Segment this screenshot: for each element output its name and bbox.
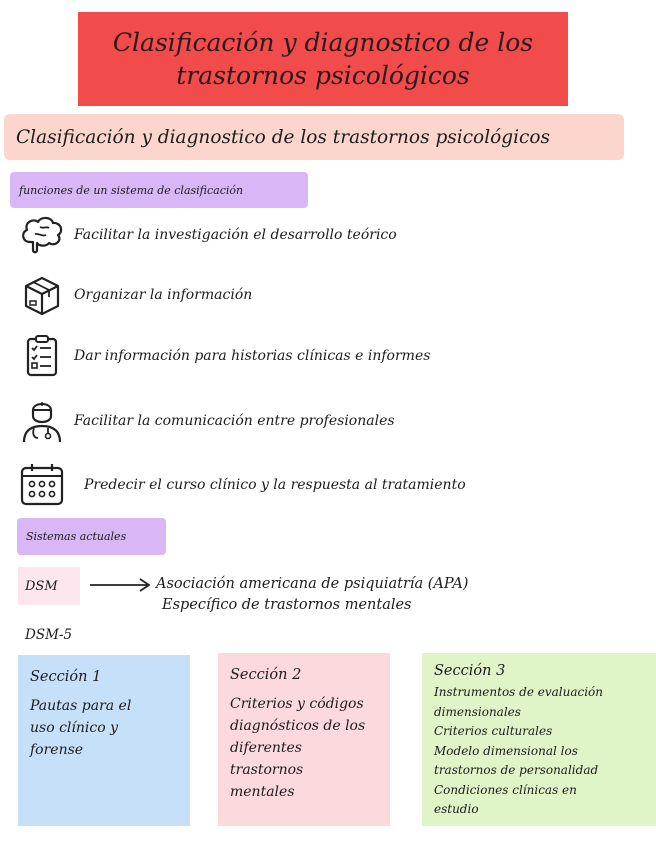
section-line: dimensionales [434, 704, 521, 719]
main-title-box [78, 12, 568, 106]
subtitle-box [4, 114, 624, 160]
section-line: Condiciones clínicas en [434, 782, 577, 797]
function-item-text: Dar información para historias clínicas e informes [74, 348, 431, 364]
section-title: Sección 3 [434, 663, 506, 679]
calendar-icon [18, 462, 66, 508]
function-item [18, 462, 466, 508]
function-item [18, 398, 395, 444]
function-item-text: Facilitar la comunicación entre profesionales [74, 413, 395, 429]
section-title: Sección 2 [230, 667, 302, 683]
section-1-card [18, 655, 190, 826]
section-title: Sección 1 [30, 669, 102, 685]
clipboard-checklist-icon [18, 333, 66, 379]
dsm-description-apa: Asociación americana de psiquiatría (APA) [156, 576, 469, 592]
section-body [434, 683, 644, 820]
section-2-card [218, 653, 390, 826]
section-line: diferentes [230, 740, 302, 756]
dsm-label: DSM [25, 578, 58, 594]
sistemas-tag-text: Sistemas actuales [26, 530, 127, 543]
main-title-line-2: trastornos psicológicos [176, 61, 470, 90]
section-line: Pautas para el [30, 698, 132, 714]
section-body [230, 693, 378, 803]
section-line: estudio [434, 802, 479, 816]
function-item-text: Facilitar la investigación el desarrollo teórico [74, 227, 397, 243]
dsm5-label: DSM-5 [25, 627, 73, 643]
function-item [18, 333, 430, 379]
dsm-description-specific: Específico de trastornos mentales [162, 597, 412, 613]
dsm-box [18, 567, 80, 605]
function-item-text: Organizar la información [74, 287, 253, 303]
section-3-card [422, 653, 656, 826]
section-line: Modelo dimensional los [434, 743, 578, 758]
funciones-tag [10, 172, 308, 208]
section-line: mentales [230, 784, 295, 800]
section-line: Criterios y códigos [230, 696, 364, 712]
section-body [30, 695, 178, 761]
sistemas-tag [17, 518, 166, 555]
funciones-tag-text: funciones de un sistema de clasificación [19, 183, 244, 197]
box-icon [18, 272, 66, 318]
function-item-text: Predecir el curso clínico y la respuesta al tratamiento [84, 477, 466, 493]
subtitle-text: Clasificación y diagnostico de los trastornos psicológicos [16, 126, 550, 148]
function-item [18, 272, 252, 318]
section-line: forense [30, 742, 84, 758]
arrow-right-icon [88, 577, 152, 593]
section-line: Criterios culturales [434, 724, 553, 738]
section-line: Instrumentos de evaluación [434, 685, 604, 699]
section-line: trastornos [230, 762, 304, 778]
main-title-line-1: Clasificación y diagnostico de los [112, 28, 534, 57]
section-line: trastornos de personalidad [434, 763, 599, 777]
section-line: uso clínico y [30, 720, 118, 736]
brain-icon [18, 212, 66, 258]
section-line: diagnósticos de los [230, 718, 366, 734]
doctor-icon [18, 398, 66, 444]
function-item [18, 212, 397, 258]
